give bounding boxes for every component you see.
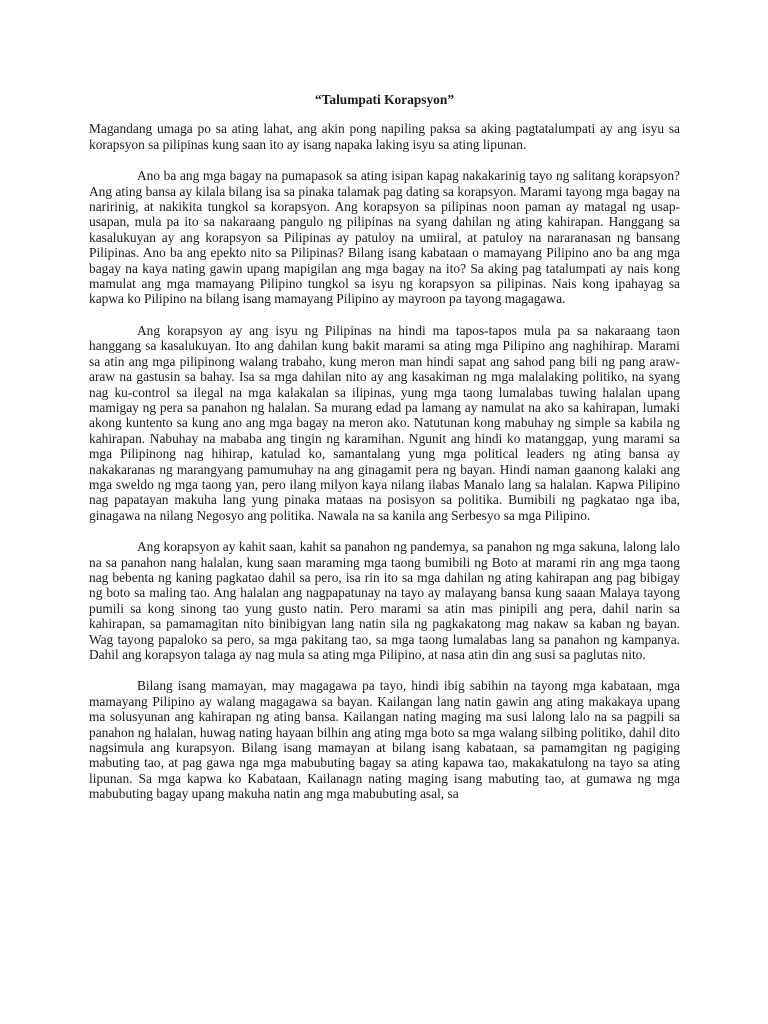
document-page xyxy=(89,92,680,802)
body-paragraph-2: Ang korapsyon ay ang isyu ng Pilipinas na hindi ma tapos-tapos mula pa sa nakaraang taon hanggang sa kasalukuyan. Ito ang dahilan kung bakit marami sa ating mga Pilipino ang naghihirap. Marami sa atin ang mga pilipinong walang trabaho, kung meron man hindi sapat ang sahod pang bili ng pang araw-araw na gastusin sa bahay. Isa sa mga dahilan nito ay ang kasakiman ng mga malalaking politiko, na syang nag ku-control sa ilegal na mga kalakalan sa ilipinas, yung mga taong lumalabas tuwing halalan upang mamigay ng pera sa panahon ng halalan. Sa murang edad pa lamang ay namulat na ako sa kahirapan, lumaki akong kuntento sa kung ano ang mga bagay na meron ako. Natutunan kong mabuhay ng simple sa kabila ng kahirapan. Nabuhay na mababa ang tingin ng karamihan. Ngunit ang hindi ko matanggap, yung marami sa mga Pilipinong nag hihirap, katulad ko, samantalang yung mga political leaders ng ating bansa ay nakakaranas ng marangyang pamumuhay na ang ginagamit pera ng bayan. Hindi naman gaanong kalaki ang mga sweldo ng mga taong yan, pero ilang milyon kaya nilang ilabas Manalo lang sa halalan. Kapwa Pilipino nag papatayan makuha lang yung pinaka mataas na posisyon sa politika. Bumibili ng pagkatao nga iba, ginagawa na nilang Negosyo ang politika. Nawala na sa kanila ang Serbesyo sa mga Pilipino. xyxy=(89,322,680,523)
document-title: “Talumpati Korapsyon” xyxy=(314,92,455,107)
body-paragraph-4: Bilang isang mamayan, may magagawa pa tayo, hindi ibig sabihin na tayong mga kabataan, mga mamayang Pilipino ay walang magagawa sa bayan. Kailangan lang natin gawin ang ating makakaya upang ma solusyunan ang kahirapan ng ating bansa. Kailangan nating maging ma susi lalong lalo na sa pagpili sa panahon ng halalan, huwag nating hayaan bilhin ang ating mga boto sa mga walang silbing politiko, dahil dito nagsimula ang kurapsyon. Bilang isang mamayan at bilang isang kabataan, sa pamamgitan ng pagiging mabuting tao, at pag gawa nga mga mabubuting bagay sa ating kapawa tao, makakatulong na tayo sa ating lipunan. Sa mga kapwa ko Kabataan, Kailanagn nating maging isang mabuting tao, at gumawa ng mga mabubuting bagay upang makuha natin ang mga mabubuting asal, sa xyxy=(89,678,680,802)
body-paragraph-3: Ang korapsyon ay kahit saan, kahit sa panahon ng pandemya, sa panahon ng mga sakuna, lalong lalo na sa panahon nang halalan, kung saan maraming mga taong bumibili ng Boto at marami rin ang mga taong nag bebenta ng kaning pagkatao dahil sa pero, isa rin ito sa mga dahilan ng ating kahirapan ang pag bibigay ng boto sa maling tao. Ang halalan ang nagpapatunay na tayo ay malayang bansa kung saaan Malaya tayong pumili sa kong sinong tao yung gusto natin. Pero marami sa atin mas pinipili ang pera, dahil narin sa kahirapan, sa pamamagitan nito binibigyan lang natin sila ng pagkakatong mag nakaw sa kaban ng bayan. Wag tayong papaloko sa pero, sa mga pakitang tao, sa mga taong lumalabas lang sa panahon ng kampanya. Dahil ang korapsyon talaga ay nag mula sa ating mga Pilipino, at nasa atin din ang susi sa paglutas nito. xyxy=(89,539,680,662)
intro-paragraph: Magandang umaga po sa ating lahat, ang akin pong napiling paksa sa aking pagtatalumpati ay ang isyu sa korapsyon sa pilipinas kung saan ito ay isang napaka laking isyu sa ating lipunan. xyxy=(89,121,680,152)
body-paragraph-1: Ano ba ang mga bagay na pumapasok sa ating isipan kapag nakakarinig tayo ng salitang korapsyon? Ang ating bansa ay kilala bilang isa sa pinaka talamak pag dating sa korapsyon. Marami tayong mga bagay na naririnig, at nakikita tungkol sa korapsyon. Ang korapsyon sa pilipinas noon paman ay matagal ng usap-usapan, mula pa ito sa nakaraang pangulo ng pilipinas na syang dahilan ng ating kahirapan. Hanggang sa kasalukuyan ay ang korapsyon sa Pilipinas ay patuloy na umiiral, at patuloy na nararanasan ng bansang Pilipinas. Ano ba ang epekto nito sa Pilipinas? Bilang isang kabataan o mamayang Pilipino ano ba ang mga bagay na kaya nating gawin upang mapigilan ang mga bagay na ito? Sa aking pag tatalumpati ay nais kong mamulat ang mga mamayang Pilipino tungkol sa isyu ng korapsyon sa pilipinas. Nais kong ipahayag sa kapwa ko Pilipino na bilang isang mamayang Pilipino ay mayroon pa tayong magagawa. xyxy=(89,168,680,307)
